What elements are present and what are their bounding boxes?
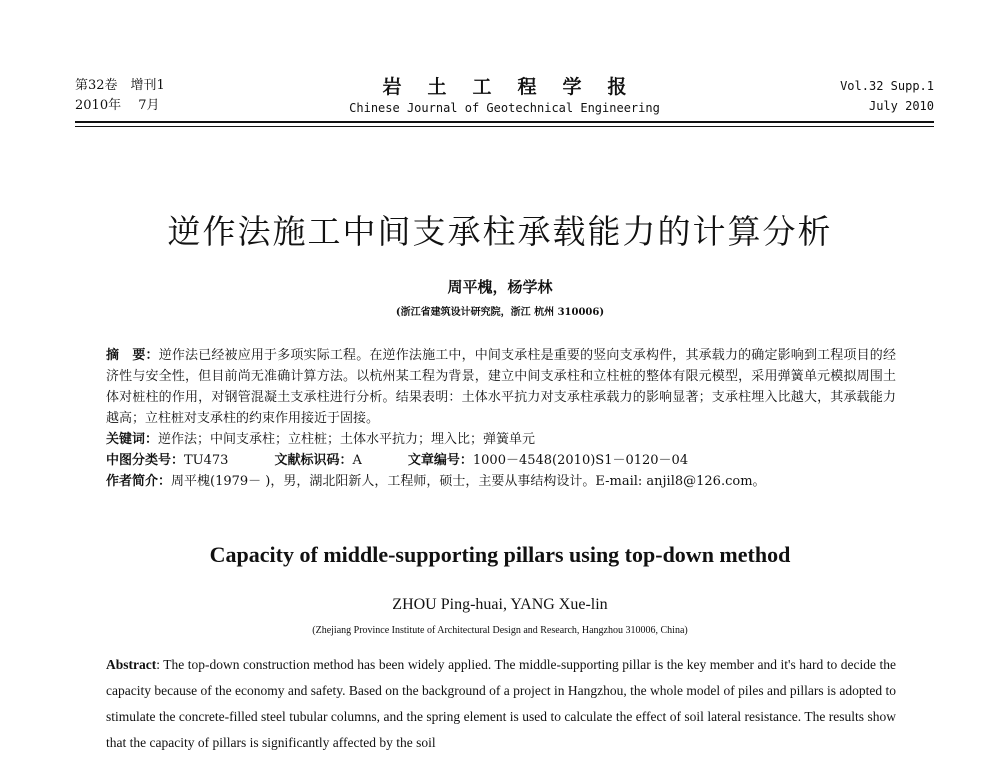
journal-title-cn: 岩土工程学报 bbox=[382, 76, 653, 98]
abstract-cn-label: 摘 要： bbox=[106, 348, 159, 363]
header-rule-thick bbox=[75, 121, 934, 123]
chinese-abstract-block bbox=[106, 345, 896, 492]
affiliation-en: (Zhejiang Province Institute of Architectural Design and Research, Hangzhou 310006, China) bbox=[312, 625, 688, 636]
article-title-en: Capacity of middle-supporting pillars using top-down method bbox=[209, 542, 791, 567]
article-title-cn: 逆作法施工中间支承柱承载能力的计算分析 bbox=[167, 212, 833, 251]
header-rule-thin bbox=[75, 126, 934, 127]
abstract-en bbox=[106, 652, 896, 756]
volume-en: Vol.32 Supp.1 bbox=[840, 79, 934, 93]
date-en: July 2010 bbox=[868, 99, 934, 113]
abstract-cn bbox=[106, 345, 896, 429]
authors-en: ZHOU Ping-huai, YANG Xue-lin bbox=[392, 596, 608, 613]
running-header bbox=[75, 76, 934, 126]
keywords-cn bbox=[106, 429, 896, 450]
doc-code-label: 文献标识码： bbox=[274, 453, 353, 468]
classification-line bbox=[106, 450, 896, 471]
header-center bbox=[75, 76, 934, 118]
keywords-cn-text: 逆作法；中间支承柱；立柱桩；土体水平抗力；埋入比；弹簧单元 bbox=[158, 432, 536, 447]
abstract-cn-text: 逆作法已经被应用于多项实际工程。在逆作法施工中，中间支承柱是重要的竖向支承构件，其承载力的确定影响到工程项目的经济性与安全性，但目前尚无准确计算方法。以杭州某工程为背景，建立中间支承柱和立柱桩的整体有限元模型，采用弹簧单元模拟周围土体对桩柱的作用，对钢管混凝土支承柱进行分析。结果表明：土体水平抗力对支承柱承载力的影响显著；支承柱埋入比越大，其承载能力越高；立柱桩对支承柱的约束作用接近于固接。 bbox=[106, 348, 896, 426]
article-no-value: 1000－4548(2010)S1－0120－04 bbox=[472, 453, 689, 468]
authors-cn: 周平槐，杨学林 bbox=[447, 278, 553, 296]
clc-label: 中图分类号： bbox=[106, 453, 185, 468]
author-bio-label: 作者简介： bbox=[106, 474, 172, 489]
clc-value: TU473 bbox=[184, 453, 229, 468]
header-right bbox=[840, 76, 934, 116]
abstract-en-label: Abstract bbox=[106, 657, 157, 672]
abstract-en-text: : The top-down construction method has been widely applied. The middle-supporting pillar is the key member and it's hard to decide the capacity because of the economy and safety. Based on the background of a project in Hangzhou, the whole model of piles and pillars is adopted to stimulate the concrete-filled steel tubular columns, and the spring element is used to calculate the effect of soil lateral resistance. The results show that the capacity of pillars is significantly affected by the soil bbox=[106, 657, 896, 750]
journal-title-en: Chinese Journal of Geotechnical Engineering bbox=[349, 101, 660, 115]
keywords-cn-label: 关键词： bbox=[106, 432, 159, 447]
affiliation-cn: (浙江省建筑设计研究院，浙江 杭州 310006) bbox=[395, 307, 605, 318]
date-cn: 2010年 7月 bbox=[75, 98, 160, 113]
doc-code-value: A bbox=[352, 453, 362, 468]
article-no-label: 文章编号： bbox=[407, 453, 473, 468]
volume-cn: 第32卷 增刊1 bbox=[75, 78, 165, 93]
author-bio-text: 周平槐(1979－ )，男，湖北阳新人，工程师，硕士，主要从事结构设计。E-mail: anjil8@126.com。 bbox=[171, 474, 766, 489]
author-bio bbox=[106, 471, 896, 492]
